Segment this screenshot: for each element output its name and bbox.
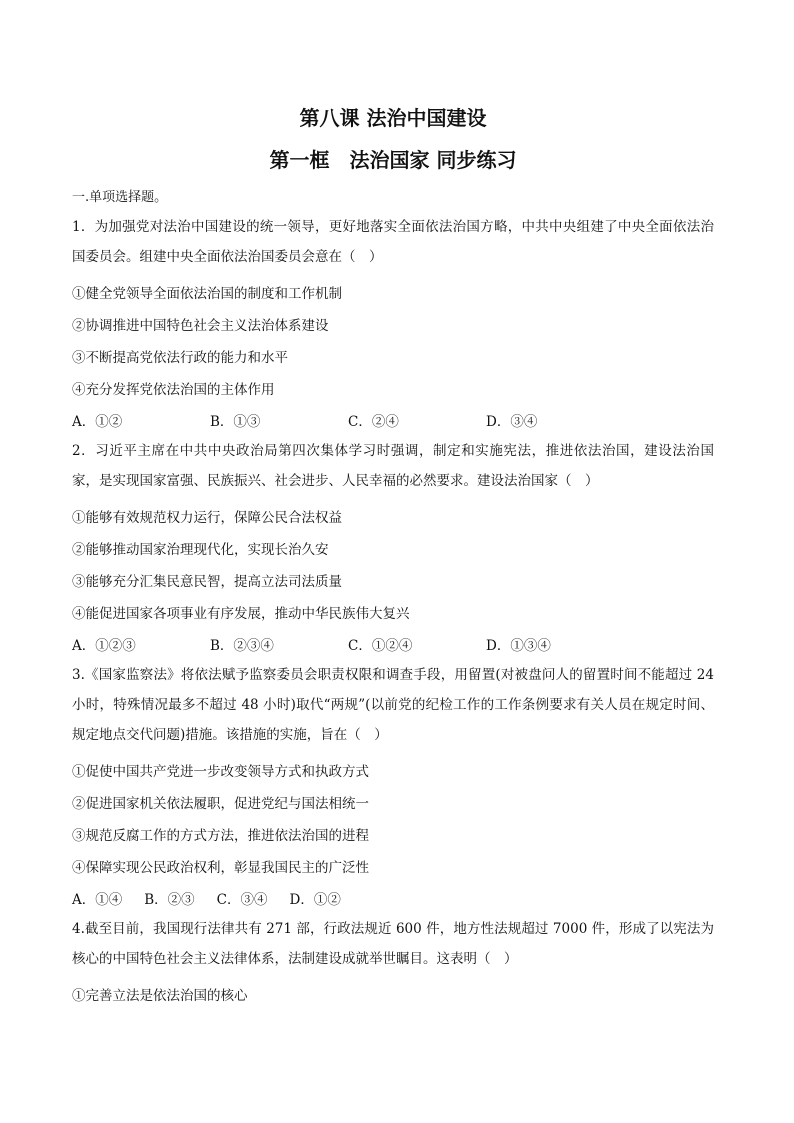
option-4: ④保障实现公民政治权利，彰显我国民主的广泛性 xyxy=(72,860,369,876)
option-2: ②能够推动国家治理现代化，实现长治久安 xyxy=(72,542,329,558)
choice-c: C．②④ xyxy=(348,414,399,430)
option-3: ③不断提高党依法行政的能力和水平 xyxy=(72,350,288,366)
question-2 xyxy=(72,436,714,656)
choice-c: C．③④ xyxy=(216,892,268,908)
option-2: ②促进国家机关依法履职，促进党纪与国法相统一 xyxy=(72,796,369,812)
choice-d: D．①② xyxy=(289,892,341,908)
doc-subtitle: 第一框 法治国家 同步练习 xyxy=(269,148,517,172)
answer-choices xyxy=(72,412,714,432)
choice-b: B．②③ xyxy=(144,892,195,908)
choice-d: D．③④ xyxy=(486,414,538,430)
option-3: ③规范反腐工作的方式方法，推进依法治国的进程 xyxy=(72,828,369,844)
question-stem: 3.《国家监察法》将依法赋予监察委员会职责权限和调查手段，用留置(对被盘问人的留置时间不能超过 24 小时，特殊情况最多不超过 48 小时)取代“两规”(以前党的纪检工作的工作条例要求有关人员在规定时间、规定地点交代问题)措施。该措施的实施，旨在（ ） xyxy=(72,667,714,743)
option-4: ④充分发挥党依法治国的主体作用 xyxy=(72,382,275,398)
option-1: ①完善立法是依法治国的核心 xyxy=(72,988,248,1004)
option-4: ④能促进国家各项事业有序发展，推动中华民族伟大复兴 xyxy=(72,606,410,622)
question-stem: 4.截至目前，我国现行法律共有 271 部，行政法规近 600 件，地方性法规超过 7000 件，形成了以宪法为核心的中国特色社会主义法律体系，法制建设成就举世瞩目。这表明（ ） xyxy=(72,921,714,967)
section-heading: 一.单项选择题。 xyxy=(72,190,168,205)
answer-choices xyxy=(72,890,714,910)
question-4 xyxy=(72,914,714,1006)
doc-title: 第八课 法治中国建设 xyxy=(299,106,487,130)
choice-b: B．①③ xyxy=(210,414,261,430)
option-1: ①促使中国共产党进一步改变领导方式和执政方式 xyxy=(72,764,369,780)
option-1: ①能够有效规范权力运行，保障公民合法权益 xyxy=(72,510,342,526)
question-1 xyxy=(72,212,714,432)
option-3: ③能够充分汇集民意民智，提高立法司法质量 xyxy=(72,574,342,590)
choice-a: A．①②③ xyxy=(72,638,136,654)
choice-c: C．①②④ xyxy=(348,638,413,654)
option-2: ②协调推进中国特色社会主义法治体系建设 xyxy=(72,318,329,334)
choice-a: A．①④ xyxy=(72,892,123,908)
choice-d: D．①③④ xyxy=(486,638,551,654)
choice-b: B．②③④ xyxy=(210,638,274,654)
question-3 xyxy=(72,660,714,910)
answer-choices xyxy=(72,636,714,656)
question-stem: 2．习近平主席在中共中央政治局第四次集体学习时强调，制定和实施宪法，推进依法治国，建设法治国家，是实现国家富强、民族振兴、社会进步、人民幸福的必然要求。建设法治国家（ ） xyxy=(72,443,714,489)
question-stem: 1．为加强党对法治中国建设的统一领导，更好地落实全面依法治国方略，中共中央组建了中央全面依法治国委员会。组建中央全面依法治国委员会意在（ ） xyxy=(72,219,714,265)
option-1: ①健全党领导全面依法治国的制度和工作机制 xyxy=(72,286,342,302)
choice-a: A．①② xyxy=(72,414,123,430)
